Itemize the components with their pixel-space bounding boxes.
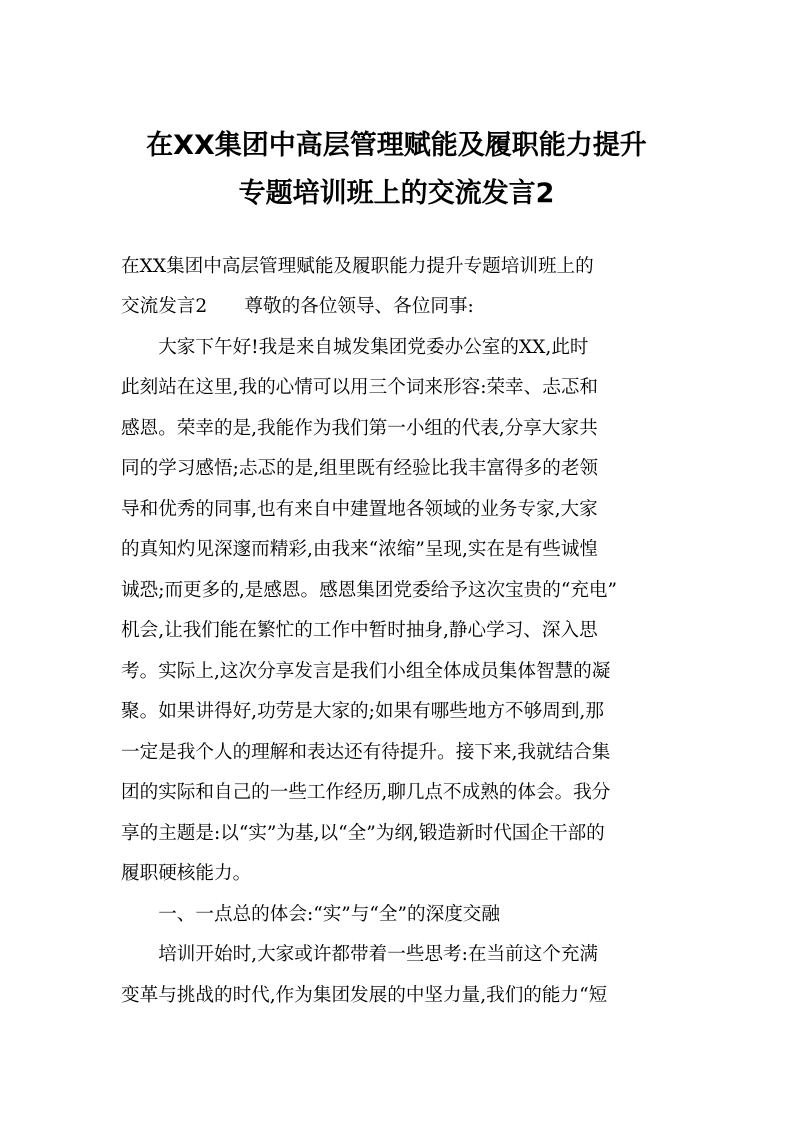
- body-line: 变革与挑战的时代,作为集团发展的中坚力量,我们的能力“短: [121, 985, 608, 1006]
- body-line: 大家下午好!我是来自城发集团党委办公室的XX,此时: [121, 337, 589, 358]
- body-line: 同的学习感悟;忐忑的是,组里既有经验比我丰富得多的老领: [121, 458, 599, 479]
- document-title-line-1: 在XX集团中高层管理赋能及履职能力提升: [146, 130, 647, 161]
- body-line: 享的主题是:以“实”为基,以“全”为纲,锻造新时代国企干部的: [121, 823, 605, 844]
- body-line: 导和优秀的同事,也有来自中建置地各领域的业务专家,大家: [121, 499, 598, 520]
- body-line: 的真知灼见深邃而精彩,由我来“浓缩”呈现,实在是有些诚惶: [121, 539, 599, 560]
- document-title-line-2: 专题培训班上的交流发言2: [238, 178, 555, 209]
- body-line: 此刻站在这里,我的心情可以用三个词来形容:荣幸、忐忑和: [121, 377, 599, 398]
- body-line: 考。实际上,这次分享发言是我们小组全体成员集体智慧的凝: [121, 661, 611, 682]
- body-line: 在XX集团中高层管理赋能及履职能力提升专题培训班上的: [121, 256, 594, 277]
- body-line: 履职硬核能力。: [121, 863, 252, 884]
- body-line: 交流发言2 尊敬的各位领导、各位同事:: [121, 296, 474, 317]
- section-heading: 一、一点总的体会:“实”与“全”的深度交融: [121, 904, 500, 925]
- body-line: 机会,让我们能在繁忙的工作中暂时抽身,静心学习、深入思: [121, 620, 598, 641]
- body-line: 诚恐;而更多的,是感恩。感恩集团党委给予这次宝贵的“充电”: [121, 580, 618, 601]
- body-line: 感恩。荣幸的是,我能作为我们第一小组的代表,分享大家共: [121, 418, 598, 439]
- body-line: 一定是我个人的理解和表达还有待提升。接下来,我就结合集: [121, 742, 611, 763]
- body-line: 培训开始时,大家或许都带着一些思考:在当前这个充满: [121, 944, 599, 965]
- body-line: 聚。如果讲得好,功劳是大家的;如果有哪些地方不够周到,那: [121, 701, 604, 722]
- body-line: 团的实际和自己的一些工作经历,聊几点不成熟的体会。我分: [121, 782, 611, 803]
